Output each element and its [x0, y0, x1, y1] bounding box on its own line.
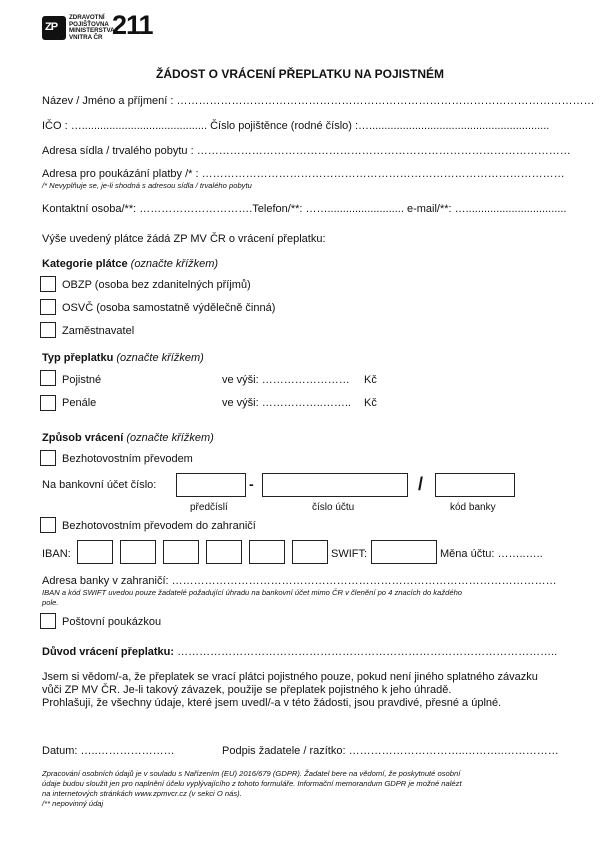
- payment-address-note: /* Nevyplňuje se, je-li shodná s adresou sídla / trvalého pobytu: [42, 181, 252, 190]
- iban-box-4[interactable]: [206, 540, 242, 564]
- swift-label: SWIFT:: [331, 548, 368, 560]
- foreign-transfer-checkbox[interactable]: [40, 517, 56, 533]
- iban-box-6[interactable]: [292, 540, 328, 564]
- method-heading: Způsob vrácení (označte křížkem): [42, 432, 214, 444]
- prefix-caption: předčíslí: [190, 502, 228, 513]
- swift-box[interactable]: [371, 540, 437, 564]
- postal-order-checkbox[interactable]: [40, 613, 56, 629]
- slash-separator: /: [418, 474, 424, 494]
- account-number-box[interactable]: [262, 473, 408, 497]
- signature-field[interactable]: Podpis žadatele / razítko: …………………………..………..……………: [222, 745, 559, 757]
- iban-box-5[interactable]: [249, 540, 285, 564]
- employer-checkbox[interactable]: [40, 322, 56, 338]
- intro-text: Výše uvedený plátce žádá ZP MV ČR o vrácení přeplatku:: [42, 233, 326, 245]
- penalty-currency: Kč: [364, 397, 377, 409]
- bank-code-caption: kód banky: [450, 502, 496, 513]
- bank-address-field[interactable]: Adresa banky v zahraničí: ……………………………………………………………………………………………: [42, 575, 557, 587]
- osvc-checkbox[interactable]: [40, 299, 56, 315]
- bank-transfer-checkbox[interactable]: [40, 450, 56, 466]
- form-title: ŽÁDOST O VRÁCENÍ PŘEPLATKU NA POJISTNÉM: [155, 67, 445, 81]
- declaration-text: Jsem si vědom/-a, že přeplatek se vrací plátci pojistného pouze, pokud není jiného splatného závazku vůči ZP MV ČR. Je-li takový závazek, použije se přeplatek pojistného k jeho úhradě. Prohlašuji, že všechny údaje, které jsem uvedl/-a v této žádosti, jsou pravdivé, přesné a úplné.: [42, 671, 538, 709]
- premium-amount-field[interactable]: ve výši: ……………………: [222, 374, 350, 386]
- ico-field[interactable]: IČO : …......................................... Číslo pojištěnce (rodné číslo) :…...........................................................: [42, 120, 550, 132]
- dash-separator: -: [249, 476, 254, 492]
- premium-currency: Kč: [364, 374, 377, 386]
- account-prefix-box[interactable]: [176, 473, 246, 497]
- logo-number: 211: [112, 10, 153, 40]
- postal-order-label: Poštovní poukázkou: [62, 616, 162, 628]
- date-field[interactable]: Datum: …..…………………: [42, 745, 175, 757]
- address-field[interactable]: Adresa sídla / trvalého pobytu : …………………………………………………………………………………………: [42, 145, 571, 157]
- iban-box-2[interactable]: [120, 540, 156, 564]
- contact-field[interactable]: Kontaktní osoba/**: ………………………….Telefon/**: ……......................... e-mail/**: ….................................: [42, 203, 567, 215]
- iban-box-3[interactable]: [163, 540, 199, 564]
- bank-transfer-label: Bezhotovostním převodem: [62, 453, 193, 465]
- penalty-label: Penále: [62, 397, 97, 409]
- logo-text: ZDRAVOTNÍ POJIŠŤOVNA MINISTERSTVA VNITRA ČR: [69, 14, 115, 41]
- account-currency-field[interactable]: Měna účtu: ……..…..: [440, 548, 543, 560]
- iban-box-1[interactable]: [77, 540, 113, 564]
- logo-mark: ZP: [42, 16, 66, 40]
- account-label: Na bankovní účet číslo:: [42, 479, 157, 491]
- obzp-label: OBZP (osoba bez zdanitelných příjmů): [62, 279, 251, 291]
- gdpr-footer: Zpracování osobních údajů je v souladu s Nařízením (EU) 2016/679 (GDPR). Žadatel bere na vědomí, že poskytnuté osobní údaje budou sloužit jen pro naplnění účelu vyplývajícího z tohoto formuláře. Informační memorandum GDPR je možné nalézt na internetových stránkách www.zpmvcr.cz (v sekci O nás). /** nepovinný údaj: [42, 769, 462, 808]
- premium-label: Pojistné: [62, 374, 102, 386]
- penalty-checkbox[interactable]: [40, 395, 56, 411]
- iban-note-cont: pole.: [42, 598, 59, 607]
- obzp-checkbox[interactable]: [40, 276, 56, 292]
- type-heading: Typ přeplatku (označte křížkem): [42, 352, 204, 364]
- foreign-transfer-label: Bezhotovostním převodem do zahraničí: [62, 520, 256, 532]
- premium-checkbox[interactable]: [40, 370, 56, 386]
- iban-note: IBAN a kód SWIFT uvedou pouze žadatelé požadující úhradu na bankovní účet mimo ČR v členění po 4 znacích do každého: [42, 588, 463, 597]
- bank-code-box[interactable]: [435, 473, 515, 497]
- osvc-label: OSVČ (osoba samostatně výdělečně činná): [62, 302, 276, 314]
- iban-label: IBAN:: [42, 548, 71, 560]
- penalty-amount-field[interactable]: ve výši: ……………..……..: [222, 397, 351, 409]
- reason-field[interactable]: Důvod vrácení přeplatku: …………………………………………………………………………………………..: [42, 646, 558, 658]
- payment-address-field[interactable]: Adresa pro poukázání platby /* : ………………………………………………………………………………………: [42, 168, 565, 180]
- account-number-caption: číslo účtu: [312, 502, 355, 513]
- category-heading: Kategorie plátce (označte křížkem): [42, 258, 219, 270]
- zpmvcr-logo: [42, 10, 160, 52]
- employer-label: Zaměstnavatel: [62, 325, 135, 337]
- name-field[interactable]: Název / Jméno a příjmení : ……………………………………………………………………………………………………: [42, 95, 595, 107]
